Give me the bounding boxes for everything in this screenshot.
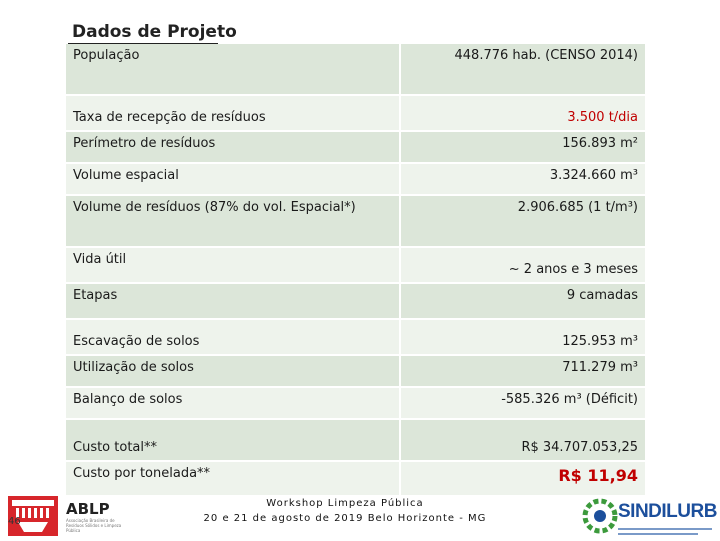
row-value: 9 camadas [401, 284, 645, 318]
table-row [66, 196, 645, 248]
page-title: Dados de Projeto [72, 22, 237, 42]
table-row [66, 248, 645, 284]
table-row [66, 320, 645, 356]
row-value: 3.500 t/dia [401, 96, 645, 130]
row-label: População [66, 44, 399, 94]
row-label: Balanço de solos [66, 388, 399, 418]
project-data-table [66, 44, 645, 497]
row-value: 125.953 m³ [401, 320, 645, 354]
row-value: 3.324.660 m³ [401, 164, 645, 194]
row-value: 448.776 hab. (CENSO 2014) [401, 44, 645, 94]
sindilurb-tagline-lines [618, 522, 714, 532]
row-label: Custo total** [66, 420, 399, 460]
event-date-location: 20 e 21 de agosto de 2019 Belo Horizonte - MG [203, 513, 487, 524]
table-row [66, 388, 645, 420]
row-label: Etapas [66, 284, 399, 318]
row-label: Perímetro de resíduos [66, 132, 399, 162]
table-row [66, 44, 645, 96]
table-row [66, 164, 645, 196]
row-value: R$ 11,94 [401, 462, 645, 495]
row-label: Escavação de solos [66, 320, 399, 354]
table-row [66, 96, 645, 132]
row-value: 2.906.685 (1 t/m³) [401, 196, 645, 246]
sindilurb-emblem [582, 498, 618, 534]
row-label: Taxa de recepção de resíduos [66, 96, 399, 130]
ablp-name: ABLP [66, 500, 110, 518]
table-row [66, 420, 645, 462]
table-row [66, 284, 645, 320]
row-value: 711.279 m³ [401, 356, 645, 386]
row-value: R$ 34.707.053,25 [401, 420, 645, 460]
event-title: Workshop Limpeza Pública [266, 498, 424, 509]
event-footer [190, 496, 500, 526]
table-row [66, 132, 645, 164]
row-value: -585.326 m³ (Déficit) [401, 388, 645, 418]
table-row [66, 462, 645, 497]
row-label: Custo por tonelada** [66, 462, 399, 495]
row-label: Vida útil [66, 248, 399, 282]
table-row [66, 356, 645, 388]
row-value: ~ 2 anos e 3 meses [401, 248, 645, 282]
ablp-subtitle: Associação Brasileira de Resíduos Sólidos e Limpeza Pública [66, 518, 122, 533]
row-value: 156.893 m² [401, 132, 645, 162]
row-label: Volume de resíduos (87% do vol. Espacial*) [66, 196, 399, 246]
sindilurb-name: SINDILURB [618, 501, 717, 522]
row-label: Utilização de solos [66, 356, 399, 386]
row-label: Volume espacial [66, 164, 399, 194]
page-number: 46 [8, 516, 21, 527]
